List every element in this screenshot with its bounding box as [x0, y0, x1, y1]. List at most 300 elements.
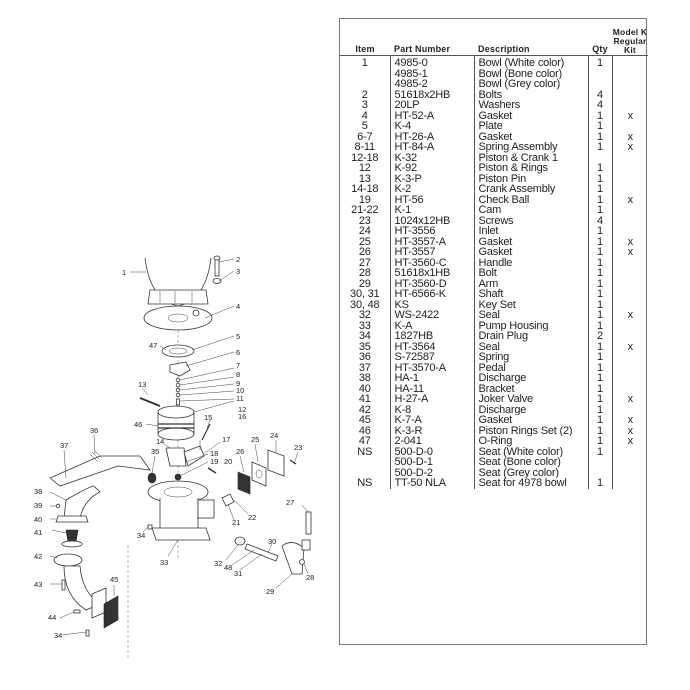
table-row: [340, 394, 648, 405]
cell-kit: [612, 226, 648, 237]
cell-part-number: HT-3564: [390, 342, 474, 353]
cell-description: Bowl (Bone color): [474, 69, 588, 80]
table-row: [340, 79, 648, 90]
cell-item: 40: [358, 383, 371, 394]
cell-kit: [612, 121, 648, 132]
callout-40: 40: [34, 515, 43, 524]
cell-kit: [612, 321, 648, 332]
cell-qty: 1: [588, 363, 612, 374]
table-row: [340, 205, 648, 216]
cell-part-number: HT-56: [390, 195, 474, 206]
cell-item: 41: [358, 394, 371, 405]
cell-item: 47: [358, 436, 371, 447]
cell-qty: 1: [588, 447, 612, 458]
cell-description: Bolts: [474, 90, 588, 101]
cell-qty: 1: [588, 342, 612, 353]
table-row: [340, 56, 648, 69]
cell-description: Check Ball: [474, 195, 588, 206]
callout-45: 45: [110, 575, 119, 584]
piston-pin-part: [140, 398, 160, 406]
cell-qty: 1: [588, 132, 612, 143]
cell-kit: x: [612, 342, 648, 353]
callout-12: 12: [238, 405, 247, 414]
table-row: [340, 237, 648, 248]
cell-description: Gasket: [474, 415, 588, 426]
cell-kit: [612, 300, 648, 311]
cell-qty: 1: [588, 226, 612, 237]
handle-part: [306, 512, 311, 534]
cell-part-number: 2-041: [390, 436, 474, 447]
cell-item: 37: [358, 362, 371, 373]
table-row: [340, 289, 648, 300]
table-row: [340, 184, 648, 195]
callout-30: 30: [268, 537, 277, 546]
cell-part-number: WS-2422: [390, 310, 474, 321]
cell-part-number: HT-6566-K: [390, 289, 474, 300]
cell-kit: [612, 79, 648, 90]
cell-qty: 4: [588, 90, 612, 101]
cell-qty: 1: [588, 174, 612, 185]
cell-part-number: HT-26-A: [390, 132, 474, 143]
cell-part-number: 500-D-0: [390, 447, 474, 458]
cell-kit: x: [612, 111, 648, 122]
cell-description: Handle: [474, 258, 588, 269]
table-row: [340, 384, 648, 395]
cell-description: Plate: [474, 121, 588, 132]
cell-kit: [612, 352, 648, 363]
cell-item: 4: [361, 110, 368, 121]
callout-13: 13: [138, 380, 147, 389]
cell-part-number: K-7-A: [390, 415, 474, 426]
cell-kit: [612, 384, 648, 395]
cell-item: 46: [358, 425, 371, 436]
cell-kit: [612, 279, 648, 290]
spring-plate-part: [170, 362, 190, 376]
cell-description: Seal: [474, 310, 588, 321]
cell-description: Shaft: [474, 289, 588, 300]
cell-part-number: K-3-R: [390, 426, 474, 437]
cell-item: 25: [358, 236, 371, 247]
cell-kit: [612, 90, 648, 101]
cell-item: 24: [358, 226, 371, 237]
cell-part-number: KS: [390, 300, 474, 311]
screw-43-part: [62, 580, 65, 590]
piston-part: [158, 406, 194, 440]
table-row: [340, 478, 648, 489]
plug-34b-part: [148, 525, 152, 529]
callout-5: 5: [236, 332, 241, 341]
cell-kit: [612, 447, 648, 458]
cell-part-number: 1024x12HB: [390, 216, 474, 227]
cell-kit: [612, 457, 648, 468]
cell-qty: 1: [588, 384, 612, 395]
cell-part-number: 20LP: [390, 100, 474, 111]
cell-item: 35: [358, 341, 371, 352]
cell-description: Gasket: [474, 132, 588, 143]
cell-kit: x: [612, 394, 648, 405]
callout-25: 25: [251, 435, 260, 444]
cell-part-number: K-4: [390, 121, 474, 132]
cell-kit: [612, 405, 648, 416]
cell-qty: 1: [588, 300, 612, 311]
cell-kit: x: [612, 436, 648, 447]
cell-item: 12-18: [351, 152, 379, 163]
cell-description: Bolt: [474, 268, 588, 279]
cell-part-number: HA-11: [390, 384, 474, 395]
cell-item: 21-22: [351, 205, 379, 216]
table-row: [340, 258, 648, 269]
callout-19: 19: [210, 457, 219, 466]
callout-18: 18: [210, 449, 219, 458]
cell-item: 28: [358, 268, 371, 279]
cell-item: 6-7: [357, 131, 373, 142]
cell-part-number: K-A: [390, 321, 474, 332]
table-row: [340, 69, 648, 80]
cell-item: 38: [358, 373, 371, 384]
callout-2: 2: [236, 255, 241, 264]
cell-part-number: HT-3560-D: [390, 279, 474, 290]
cell-kit: x: [612, 237, 648, 248]
cell-qty: [588, 457, 612, 468]
callout-48: 48: [224, 563, 233, 572]
cell-part-number: 500-D-1: [390, 457, 474, 468]
cell-kit: [612, 268, 648, 279]
cell-description: Seat (Grey color): [474, 468, 588, 479]
cell-qty: 1: [588, 258, 612, 269]
cell-item: 19: [358, 194, 371, 205]
cell-description: Seal: [474, 342, 588, 353]
cell-qty: 1: [588, 247, 612, 258]
cell-qty: 1: [588, 415, 612, 426]
cell-item: 3: [361, 100, 368, 111]
cell-description: Pump Housing: [474, 321, 588, 332]
cell-item: 29: [358, 278, 371, 289]
callout-39: 39: [34, 501, 43, 510]
cell-part-number: H-27-A: [390, 394, 474, 405]
table-row: [340, 415, 648, 426]
callout-33: 33: [160, 558, 169, 567]
cell-item: NS: [357, 478, 373, 489]
callout-43: 43: [34, 580, 43, 589]
cell-kit: [612, 468, 648, 479]
cell-description: Piston Rings Set (2): [474, 426, 588, 437]
table-row: [340, 279, 648, 290]
cell-kit: [612, 184, 648, 195]
callout-27: 27: [286, 498, 295, 507]
cell-part-number: K-92: [390, 163, 474, 174]
cell-item: [340, 79, 390, 90]
cell-kit: [612, 478, 648, 489]
cell-item: 26: [358, 247, 371, 258]
callout-35: 35: [151, 447, 160, 456]
table-row: [340, 111, 648, 122]
callout-9: 9: [236, 379, 241, 388]
callout-8: 8: [236, 370, 241, 379]
cell-description: Discharge: [474, 405, 588, 416]
cell-part-number: 4985-2: [390, 79, 474, 90]
cell-qty: 4: [588, 216, 612, 227]
cell-kit: [612, 153, 648, 164]
callout-10: 10: [236, 386, 245, 395]
exploded-parts-diagram: [0, 0, 340, 690]
cell-qty: 4: [588, 100, 612, 111]
cell-kit: [612, 56, 648, 69]
callout-22: 22: [248, 513, 257, 522]
table-row: [340, 163, 648, 174]
cell-description: Drain Plug: [474, 331, 588, 342]
cell-qty: [588, 79, 612, 90]
cell-kit: [612, 373, 648, 384]
callout-37: 37: [60, 441, 69, 450]
header-qty: Qty: [588, 19, 612, 56]
cell-qty: 1: [588, 142, 612, 153]
table-row: [340, 195, 648, 206]
cell-item: 2: [361, 89, 368, 100]
callout-42: 42: [34, 552, 43, 561]
cell-kit: [612, 363, 648, 374]
table-row: [340, 436, 648, 447]
cell-description: Bowl (Grey color): [474, 79, 588, 90]
cell-item: 36: [358, 352, 371, 363]
cell-qty: 1: [588, 478, 612, 489]
cell-item: 5: [361, 121, 368, 132]
cell-qty: 1: [588, 373, 612, 384]
table-row: [340, 373, 648, 384]
callout-46: 46: [134, 420, 143, 429]
table-row: [340, 457, 648, 468]
screw-44-part: [74, 610, 80, 613]
cell-description: Crank Assembly: [474, 184, 588, 195]
cell-part-number: 51618x2HB: [390, 90, 474, 101]
cell-description: Gasket: [474, 111, 588, 122]
callout-4: 4: [236, 302, 241, 311]
cell-item: 30, 48: [350, 299, 380, 310]
parts-list-table: [339, 18, 647, 645]
cell-part-number: 51618x1HB: [390, 268, 474, 279]
cell-kit: x: [612, 142, 648, 153]
cell-part-number: HT-52-A: [390, 111, 474, 122]
cell-qty: 1: [588, 205, 612, 216]
cell-qty: 1: [588, 163, 612, 174]
cell-kit: [612, 100, 648, 111]
cell-part-number: 4985-1: [390, 69, 474, 80]
table-row: [340, 468, 648, 479]
header-description: Description: [474, 19, 588, 56]
header-part-number: Part Number: [390, 19, 474, 56]
cell-kit: [612, 205, 648, 216]
cell-kit: x: [612, 415, 648, 426]
table-row: [340, 247, 648, 258]
table-row: [340, 100, 648, 111]
cell-kit: x: [612, 426, 648, 437]
cell-description: Inlet: [474, 226, 588, 237]
cell-description: O-Ring: [474, 436, 588, 447]
cell-qty: [588, 468, 612, 479]
cell-kit: [612, 69, 648, 80]
cell-qty: 1: [588, 310, 612, 321]
table-row: [340, 310, 648, 321]
table-row: [340, 121, 648, 132]
cell-qty: 2: [588, 331, 612, 342]
cell-description: Spring: [474, 352, 588, 363]
cell-kit: x: [612, 132, 648, 143]
cell-qty: 1: [588, 184, 612, 195]
table-row: [340, 132, 648, 143]
discharge-elbow-part: [64, 486, 100, 518]
cell-description: Piston & Rings: [474, 163, 588, 174]
cell-description: Key Set: [474, 300, 588, 311]
cell-kit: x: [612, 195, 648, 206]
cell-description: Seat (White color): [474, 447, 588, 458]
cell-description: Washers: [474, 100, 588, 111]
cell-part-number: 4985-0: [390, 56, 474, 69]
cell-description: Gasket: [474, 237, 588, 248]
callout-7: 7: [236, 361, 241, 370]
cell-qty: 1: [588, 111, 612, 122]
cell-kit: [612, 331, 648, 342]
cell-part-number: K-8: [390, 405, 474, 416]
table-row: [340, 342, 648, 353]
callout-15: 15: [204, 413, 213, 422]
callout-44: 44: [48, 613, 57, 622]
cell-part-number: TT-50 NLA: [390, 478, 474, 489]
table-row: [340, 331, 648, 342]
callout-23: 23: [294, 443, 303, 452]
plug-34-part: [86, 630, 89, 636]
seal-35-part: [148, 473, 156, 483]
table-header-row: [340, 19, 648, 56]
header-item: Item: [340, 19, 390, 56]
parts-table: [340, 19, 648, 489]
cell-kit: x: [612, 310, 648, 321]
cell-description: Cam: [474, 205, 588, 216]
cell-kit: x: [612, 247, 648, 258]
cell-description: Seat for 4978 bowl: [474, 478, 588, 489]
callout-36: 36: [90, 426, 99, 435]
cell-item: 45: [358, 415, 371, 426]
cell-qty: 1: [588, 268, 612, 279]
cell-description: Piston & Crank 1: [474, 153, 588, 164]
inlet-part: [238, 450, 296, 494]
table-row: [340, 352, 648, 363]
cell-description: Joker Valve: [474, 394, 588, 405]
cell-item: 1: [361, 57, 368, 69]
cell-part-number: HT-3560-C: [390, 258, 474, 269]
cell-qty: 1: [588, 426, 612, 437]
cell-item: [340, 457, 390, 468]
cell-qty: 1: [588, 352, 612, 363]
cell-description: Pedal: [474, 363, 588, 374]
cell-kit: [612, 216, 648, 227]
pump-housing-part: [148, 481, 214, 540]
table-row: [340, 142, 648, 153]
cell-description: Screws: [474, 216, 588, 227]
header-kit: [612, 19, 648, 56]
pedal-part: [50, 450, 150, 486]
seal-part: [235, 537, 245, 545]
callout-47: 47: [149, 341, 158, 350]
callout-38: 38: [34, 487, 43, 496]
check-ball-part: [175, 474, 181, 480]
cell-part-number: HT-3570-A: [390, 363, 474, 374]
callout-28: 28: [306, 573, 315, 582]
cell-item: 42: [358, 404, 371, 415]
parts-table-body: [340, 56, 648, 489]
gasket-plate-part: [144, 306, 212, 330]
cell-description: Gasket: [474, 247, 588, 258]
table-row: [340, 90, 648, 101]
cell-qty: [588, 153, 612, 164]
callout-20: 20: [224, 457, 233, 466]
cell-kit: [612, 289, 648, 300]
callout-3: 3: [236, 267, 241, 276]
cell-part-number: HT-3556: [390, 226, 474, 237]
header-kit-line1: Model K: [612, 27, 648, 37]
cell-qty: 1: [588, 436, 612, 447]
table-row: [340, 426, 648, 437]
cell-part-number: K-2: [390, 184, 474, 195]
cell-description: Arm: [474, 279, 588, 290]
callout-41: 41: [34, 528, 43, 537]
cell-part-number: 1827HB: [390, 331, 474, 342]
callout-21: 21: [232, 518, 241, 527]
cell-item: 33: [358, 320, 371, 331]
cell-item: 30, 31: [350, 289, 380, 300]
cell-kit: [612, 163, 648, 174]
table-row: [340, 153, 648, 164]
small-screw-part: [56, 504, 60, 508]
cell-qty: [588, 69, 612, 80]
cell-part-number: 500-D-2: [390, 468, 474, 479]
cell-qty: 1: [588, 279, 612, 290]
cell-qty: 1: [588, 321, 612, 332]
cell-kit: [612, 258, 648, 269]
callout-31: 31: [234, 569, 243, 578]
cell-part-number: K-1: [390, 205, 474, 216]
callout-34-upper: 34: [137, 531, 146, 540]
cell-description: Discharge: [474, 373, 588, 384]
table-row: [340, 226, 648, 237]
cell-item: 8-11: [354, 142, 375, 153]
cell-item: 14-18: [351, 184, 379, 195]
cell-item: [340, 468, 390, 479]
cell-kit: [612, 174, 648, 185]
pin-part: [208, 468, 216, 473]
cell-part-number: K-3-P: [390, 174, 474, 185]
callout-6: 6: [236, 348, 241, 357]
callout-26: 26: [236, 447, 245, 456]
cell-qty: 1: [588, 121, 612, 132]
callout-11: 11: [236, 394, 244, 403]
cell-item: 23: [358, 215, 371, 226]
bolt-part: [213, 256, 221, 284]
callout-32: 32: [214, 559, 223, 568]
callout-24: 24: [270, 431, 279, 440]
plate-part: [162, 345, 194, 357]
table-row: [340, 300, 648, 311]
table-row: [340, 216, 648, 227]
callout-16: 16: [238, 412, 247, 421]
cell-qty: 1: [588, 237, 612, 248]
bowl-part: [145, 258, 211, 306]
cell-part-number: S-72587: [390, 352, 474, 363]
cell-item: 12: [358, 163, 371, 174]
header-kit-line2: Regular: [613, 36, 647, 46]
cell-part-number: K-32: [390, 153, 474, 164]
table-row: [340, 321, 648, 332]
cell-part-number: HT-84-A: [390, 142, 474, 153]
cell-item: 27: [358, 257, 371, 268]
